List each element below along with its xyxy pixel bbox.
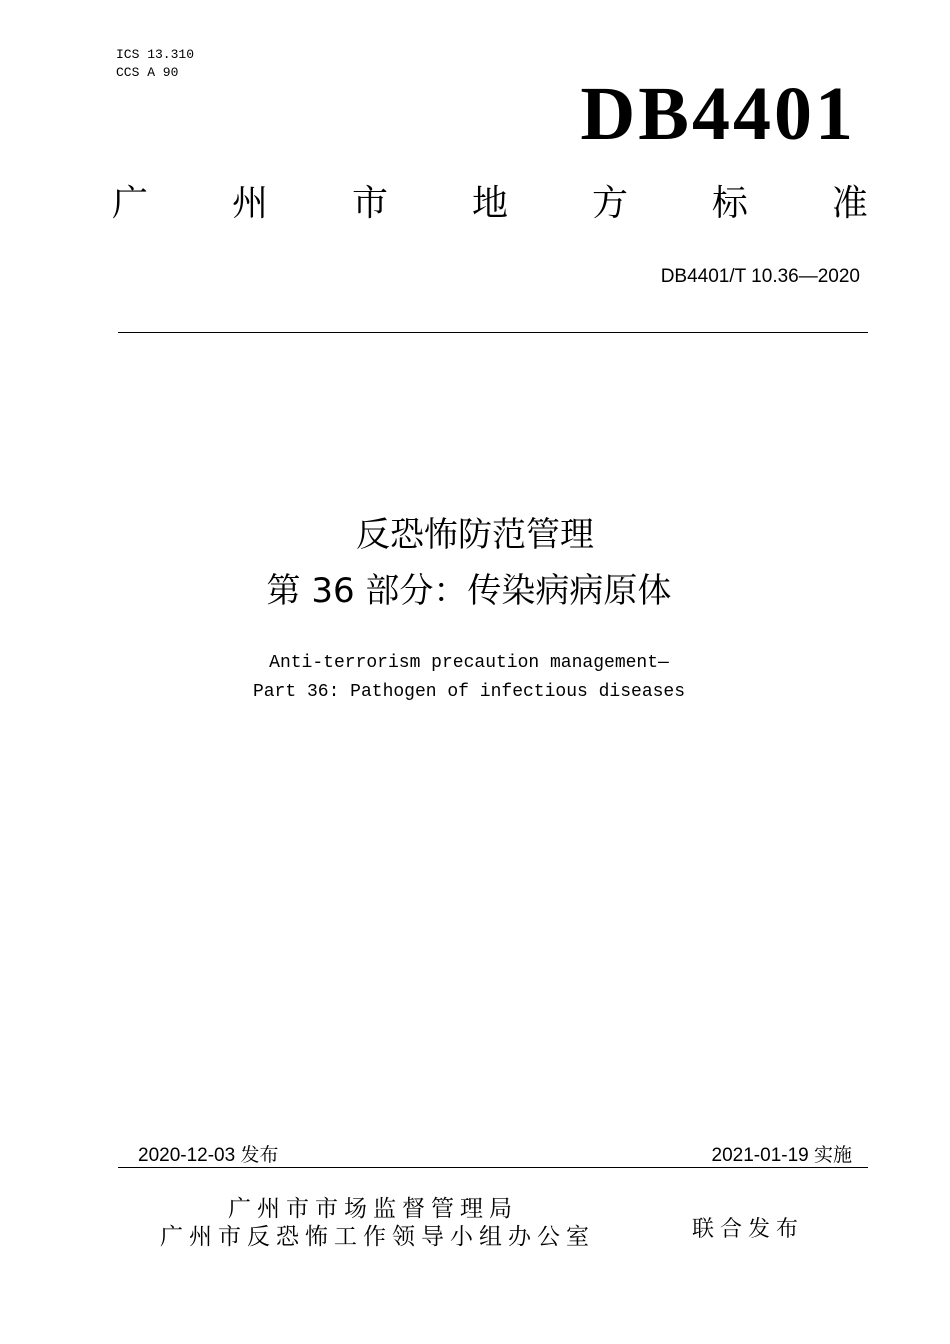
issuer-anti-terrorism-office: 广州市反恐怖工作领导小组办公室: [160, 1224, 595, 1250]
issuer-market-regulation: 广州市市场监督管理局: [228, 1196, 518, 1222]
title-cn-line2: 第 36 部分：传染病病原体: [266, 571, 672, 611]
standard-type-char: 标: [711, 183, 748, 224]
standard-type: [112, 183, 868, 224]
standard-type-char: 方: [591, 183, 628, 224]
ics-code: ICS 13.310: [116, 47, 195, 62]
title-cn-line1: 反恐怖防范管理: [356, 515, 594, 555]
implement-date: 2021-01-19 实施: [711, 1145, 852, 1166]
standard-type-char: 地: [471, 183, 508, 224]
standard-type-char: 市: [351, 183, 388, 224]
classification-codes: [116, 46, 194, 82]
ccs-code: CCS A 90: [116, 65, 179, 80]
title-en-line2: Part 36: Pathogen of infectious diseases: [252, 682, 686, 702]
standard-type-char: 准: [831, 183, 868, 224]
standard-number: DB4401/T 10.36—2020: [660, 266, 860, 287]
publish-date: 2020-12-03 发布: [138, 1145, 279, 1166]
db-logo: DB4401: [580, 72, 856, 156]
standard-type-char: 广: [112, 183, 149, 224]
title-en-line1: Anti-terrorism precaution management—: [269, 653, 669, 673]
joint-issue-label: 联合发布: [692, 1217, 805, 1242]
footer-divider: [118, 1167, 868, 1168]
standard-type-char: 州: [231, 183, 268, 224]
header-divider: [118, 332, 868, 333]
